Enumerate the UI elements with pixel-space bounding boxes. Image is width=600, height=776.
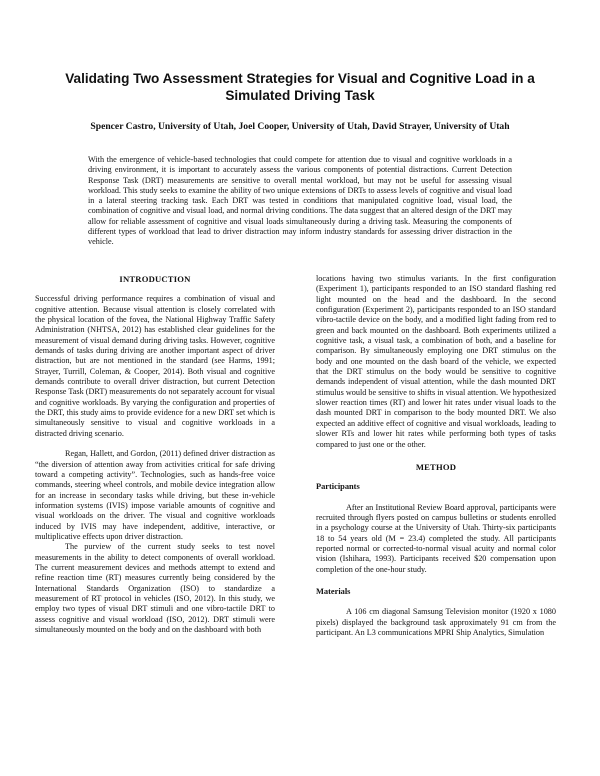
introduction-paragraph-2: Regan, Hallett, and Gordon, (2011) defined driver distraction as “the diversion of attention away from activities critical for safe driving toward a competing activity”. Technologies, such as hands-free voice commands, steering wheel controls, and mobile device integration allow for an increase in secondary tasks while driving, but these in-vehicle information systems (IVIS) impose variable amounts of cognitive and visual workloads on the driver. The visual and cognitive workloads induced by IVIS may have independent, additive, interactive, or multiplicative effects upon driver distraction. xyxy=(35,449,275,541)
introduction-paragraph-4: locations having two stimulus variants. In the first configuration (Experiment 1), participants responded to an ISO standard flashing red light mounted on the head and the dashboard. In the second configuration (Experiment 2), participants responded to an ISO standard vibro-tactile device on the body, and a modified light fading from red to green and back mounted on the dashboard. Both experiments utilized a cognitive task, a visual task, a combination of both, and a baseline for comparison. By simultaneously employing one DRT stimulus on the body and one mounted on the dash board of the vehicle, we expected that the DRT stimulus on the body would be sensitive to cognitive demands independent of visual attention, while the dash mounted DRT stimulus would be sensitive to shifts in visual attention. We hypothesized slower reaction times (RT) and lower hit rates under visual loads to the dash mounted DRT in comparison to the body mounted DRT. We also expected an additive effect of cognitive and visual workloads, leading to slower RTs and lower hit rates while performing both types of tasks compared to just one or the other. xyxy=(316,274,556,449)
abstract: With the emergence of vehicle-based technologies that could compete for attention due to visual and cognitive workloads in a driving environment, it is important to accurately assess the various components of potential distractions. Current Detection Response Task (DRT) measurements are sensitive to overall mental workload, but may not be useful for assessing visual workload. This study seeks to examine the ability of two unique extensions of DRTs to assess levels of cognitive and visual load in a lateral steering tracking task. Each DRT was tested in conditions that manipulated cognitive load, visual load, the combination of cognitive and visual load, and normal driving conditions. The data suggest that an altered design of the DRT may allow for reliable assessment of cognitive and visual loads simultaneously during a driving task. Measuring the components of different types of workload that lead to driver distraction may inform industry standards for assessing driver distraction in the vehicle. xyxy=(88,155,512,247)
participants-paragraph: After an Institutional Review Board approval, participants were recruited through flyers posted on campus bulletins or students enrolled in a psychology course at the University of Utah. Thirty-six participants 18 to 54 years old (M = 23.4) completed the study. All participants reported normal or corrected-to-normal visual acuity and normal color vision (Ishihara, 1993). Participants received $20 compensation upon completion of the one-hour study. xyxy=(316,502,556,574)
introduction-heading: INTRODUCTION xyxy=(119,274,191,284)
introduction-paragraph-1: Successful driving performance requires a combination of visual and cognitive attention. Because visual attention is closely correlated with the physical location of the fovea, the National Highway Traffic Safety Administration (NHTSA, 2012) has established clear guidelines for the measurement of visual demand during driving tasks. However, cognitive demands of tasks during driving are another important aspect of driver distraction, but are not mentioned in the standard (see Harms, 1991; Strayer, Turrill, Coleman, & Cooper, 2014). Both visual and cognitive demands contribute to overall driver distraction, but current Detection Response Task (DRT) measurements do not separately account for visual and cognitive workloads. By varying the configuration and properties of the DRT, this study aims to provide evidence for a new DRT set which is simultaneously sensitive to visual and cognitive workloads in a distracted driving scenario. xyxy=(35,294,275,438)
introduction-paragraph-3: The purview of the current study seeks to test novel measurements in the ability to detect components of overall workload. The current measurement devices and methods attempt to extend and refine reaction time (RT) measures currently being considered by the International Standards Organization (ISO) to standardize a measurement of RT protocol in vehicles (ISO, 2012). In this study, we employ two types of visual DRT stimuli and one vibro-tactile DRT to assess cognitive and visual workload (ISO, 2012). DRT stimuli were simultaneously mounted on the body and on the dashboard with both xyxy=(35,542,275,634)
participants-subheading: Participants xyxy=(316,482,360,492)
author-line: Spencer Castro, University of Utah, Joel Cooper, University of Utah, David Strayer, University of Utah xyxy=(90,121,510,132)
materials-subheading: Materials xyxy=(316,586,351,596)
materials-paragraph: A 106 cm diagonal Samsung Television monitor (1920 x 1080 pixels) displayed the background task approximately 91 cm from the participant. An L3 communications MPRI Ship Analytics, Simulation xyxy=(316,607,556,637)
method-heading: METHOD xyxy=(415,461,457,472)
right-column xyxy=(316,274,556,638)
paper-title: Validating Two Assessment Strategies for Visual and Cognitive Load in a Simulated Driving Task xyxy=(65,71,535,103)
left-column xyxy=(35,274,275,635)
